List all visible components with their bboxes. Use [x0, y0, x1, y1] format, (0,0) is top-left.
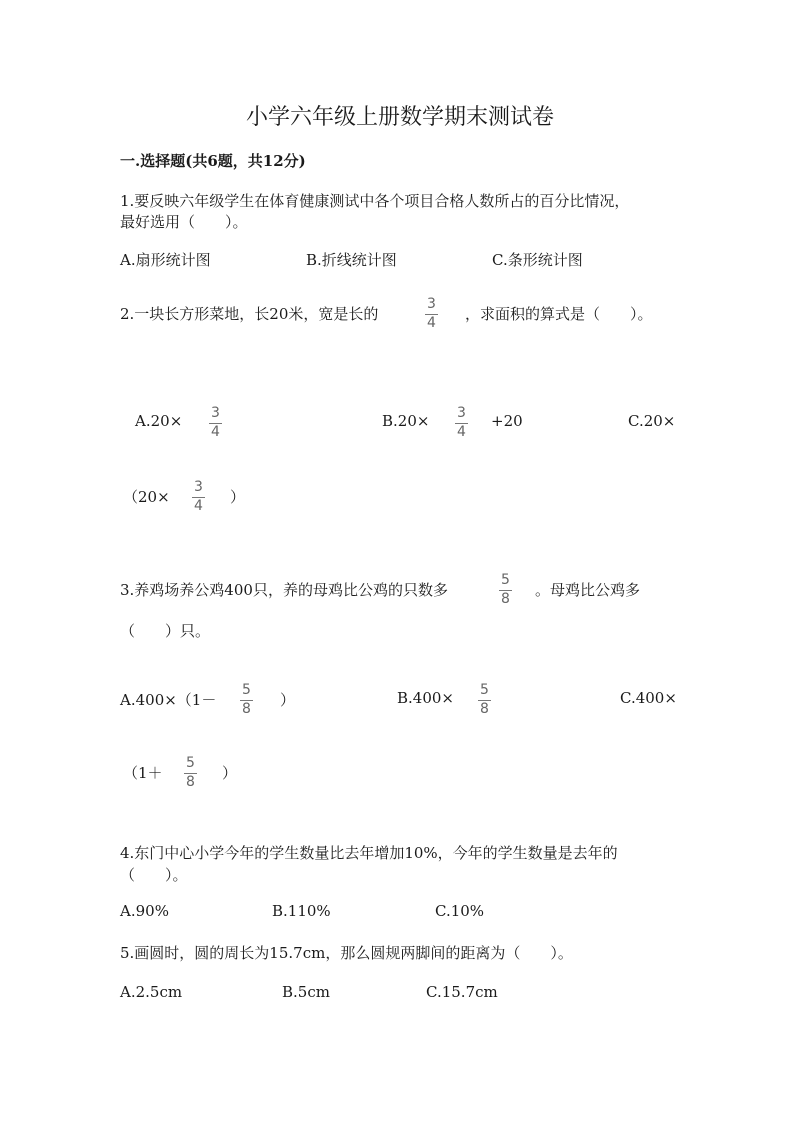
section-heading: 一.选择题(共6题，共12分): [120, 152, 306, 170]
q4-stem-line1: 4.东门中心小学今年的学生数量比去年增加10%，今年的学生数量是去年的: [120, 844, 618, 862]
q4-stem-line2: （ ）。: [120, 866, 188, 884]
fraction-numerator: 3: [427, 296, 436, 312]
q2-stem-post: ，求面积的算式是（ ）。: [465, 305, 653, 323]
q2-option-a-fraction: [209, 406, 222, 440]
q3-fraction: [499, 573, 512, 607]
q2-option-c-close: ）: [230, 488, 246, 506]
q1-stem-line1: 1.要反映六年级学生在体育健康测试中各个项目合格人数所占的百分比情况，: [120, 192, 630, 210]
q5-option-c: C.15.7cm: [426, 983, 498, 1001]
q2-option-c-fraction: [192, 480, 205, 514]
q3-option-c-close: ）: [222, 764, 238, 782]
q4-option-b: B.110%: [272, 902, 331, 920]
fraction-numerator: 3: [194, 479, 203, 495]
q2-option-b: B.20×: [382, 412, 430, 430]
q3-option-a-close: ）: [280, 691, 296, 709]
q5-option-b: B.5cm: [282, 983, 330, 1001]
q1-stem-line2: 最好选用（ ）。: [120, 213, 248, 231]
q1-option-c: C.条形统计图: [492, 251, 583, 269]
q2-option-b-tail: +20: [491, 412, 523, 430]
fraction-numerator: 3: [457, 405, 466, 421]
q3-option-c-fraction: [184, 756, 197, 790]
q3-option-c-cont: （1＋: [123, 764, 163, 782]
q3-stem-line2: （ ）只。: [120, 622, 211, 640]
page-title: 小学六年级上册数学期末测试卷: [245, 105, 554, 130]
q3-option-c: C.400×: [620, 689, 677, 707]
fraction-numerator: 5: [242, 682, 251, 698]
q3-option-a-fraction: [240, 683, 253, 717]
q2-option-c: C.20×: [628, 412, 676, 430]
fraction-denominator: 4: [194, 498, 203, 514]
fraction-numerator: 3: [211, 405, 220, 421]
q5-option-a: A.2.5cm: [120, 983, 183, 1001]
q2-option-b-fraction: [455, 406, 468, 440]
fraction-denominator: 4: [211, 424, 220, 440]
q2-option-a: A.20×: [135, 412, 183, 430]
fraction-denominator: 8: [501, 591, 510, 607]
q2-option-c-cont: （20×: [123, 488, 170, 506]
q5-stem: 5.画圆时，圆的周长为15.7cm，那么圆规两脚间的距离为（ ）。: [120, 944, 573, 962]
fraction-denominator: 8: [186, 774, 195, 790]
fraction-numerator: 5: [186, 755, 195, 771]
fraction-denominator: 8: [480, 701, 489, 717]
q3-option-a: A.400×（1－: [120, 691, 217, 709]
fraction-denominator: 4: [457, 424, 466, 440]
fraction-numerator: 5: [480, 682, 489, 698]
q3-option-b: B.400×: [397, 689, 454, 707]
q4-option-a: A.90%: [120, 902, 169, 920]
q1-option-a: A.扇形统计图: [120, 251, 211, 269]
fraction-numerator: 5: [501, 572, 510, 588]
q3-stem-pre: 3.养鸡场养公鸡400只，养的母鸡比公鸡的只数多: [120, 581, 448, 599]
fraction-denominator: 4: [427, 315, 436, 331]
q1-option-b: B.折线统计图: [306, 251, 397, 269]
q3-stem-post: 。母鸡比公鸡多: [535, 581, 641, 599]
q4-option-c: C.10%: [435, 902, 485, 920]
q2-stem-pre: 2.一块长方形菜地，长20米，宽是长的: [120, 305, 379, 323]
q2-fraction: [425, 297, 438, 331]
fraction-denominator: 8: [242, 701, 251, 717]
q3-option-b-fraction: [478, 683, 491, 717]
